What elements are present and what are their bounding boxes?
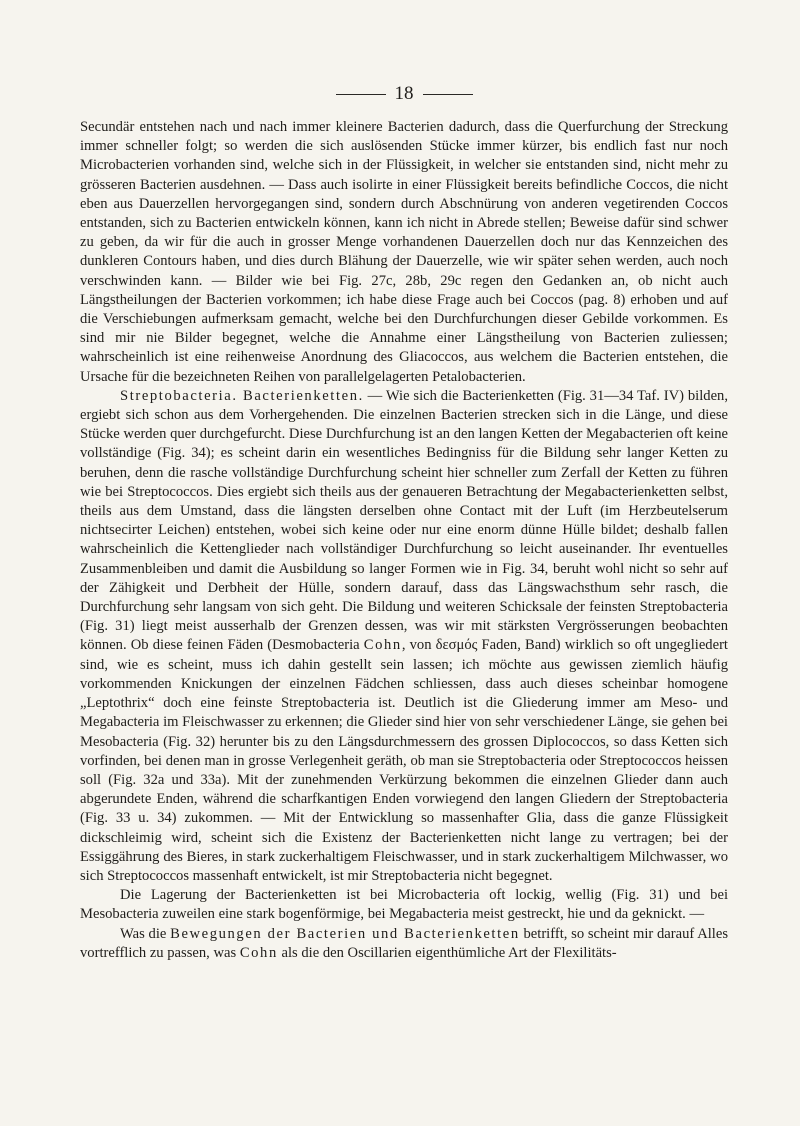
- paragraph-1: [80, 118, 728, 387]
- text-segment: Die Lagerung der Bacterienketten ist bei Microbacteria oft lockig, wellig (Fig. 31) und bei Mesobacteria zuweilen eine stark bogenförmige, bei Megabacteria meist gestreckt, hie und da geknickt. —: [80, 887, 728, 923]
- header-rule-right: [423, 94, 473, 95]
- author-name: Cohn: [239, 944, 278, 961]
- page-number: 18: [394, 83, 414, 104]
- text-segment: — Wie sich die Bacterienketten (Fig. 31—34 Taf. IV) bilden, ergiebt sich schon aus dem Vorhergehenden. Die einzelnen Bacterien strecken sich in die Länge, und diese Stücke werden quer durchgefurcht. Diese Durchfurchung ist an den langen Ketten der Megabacterien oft keine vollständige (Fig. 34); es scheint darin ein wesentliches Bedingniss für die Bildung sehr langer Ketten zu beruhen, denn die rasche vollständige Durchfurchung scheint hier schneller zum Zerfall der Ketten zu führen wie bei Streptococcos. Dies ergiebt sich theils aus der genaueren Betrachtung der Megabacterienketten selbst, theils aus dem Umstand, dass die längsten derselben ohne Contact mit der Luft (im Herzbeutelserum nichtsecirter Leichen) entstehen, wobei sich keine oder nur eine enorm dünne Hülle bildet; deshalb fallen wahrscheinlich die Kettenglieder nach vollständiger Durchfurchung so leicht auseinander. Ihr eventuelles Zusammenbleiben und damit die Ausbildung so langer Formen wie in Fig. 34, beruht wohl nicht so sehr auf der Zähigkeit und Derbheit der Hülle, sondern darauf, dass das Längswachsthum sehr rasch, die Durchfurchung sehr langsam von sich geht. Die Bildung und weiteren Schicksale der feinsten Streptobacteria (Fig. 31) liegt meist ausserhalb der Grenzen dessen, was wir mit stärksten Vergrösserungen beobachten können. Ob diese feinen Fäden (Desmobacteria: [80, 387, 728, 654]
- paragraph-3-lagerung: [80, 886, 728, 924]
- page-header: [80, 80, 728, 108]
- text-segment: als die den Oscillarien eigenthümliche Art der Flexilitäts-: [277, 944, 617, 961]
- body-text: [80, 118, 728, 963]
- section-heading-streptobacteria: Streptobacteria. Bacterienketten.: [120, 387, 364, 404]
- header-rule-left: [336, 94, 386, 95]
- text-segment: Was die: [120, 925, 171, 942]
- emphasis-bewegungen: Bewegungen der Bacterien und Bacterienketten: [170, 925, 520, 942]
- text-segment: betrifft, so scheint mir darauf Alles vortrefflich zu passen, was: [80, 925, 729, 961]
- text-segment: Secundär entstehen nach und nach immer kleinere Bacterien dadurch, dass die Querfurchung der Streckung immer schneller folgt; so werden die sich auslösenden Stücke immer kürzer, bis endlich fast nur noch Microbacterien vorhanden sind, welche sich in der Flüssigkeit, in welcher sie entstanden sind, nicht mehr zu grösseren Bacterien ausdehnen. — Dass auch isolirte in einer Flüssigkeit bereits befindliche Coccos, die nicht eben aus Dauerzellen hervorgegangen sind, sondern durch Abschnürung von anderen vegetirenden Coccos entstanden, sich zu Bacterien entwickeln können, kann ich nicht in Abrede stellen; Beweise dafür sind schwer zu geben, da wir für die auch in grosser Menge vorhandenen Dauerzellen doch nur das Kennzeichen des dunkleren Contours haben, und dies durch Blähung der Dauerzelle, wie wir später sehen werden, auch noch verschwinden kann. — Bilder wie bei Fig. 27c, 28b, 29c regen den Gedanken an, ob nicht auch Längstheilungen der Bacterien vorkommen; ich habe diese Frage auch bei Coccos (pag. 8) erhoben und auf die Verschiebungen aufmerksam gemacht, welche bei den Durchfurchungen dieser Gebilde vorkommen. Es sind mir nie Bilder begegnet, welche die Annahme einer Längstheilung von Bacterien zuliessen; wahrscheinlich ist eine reihenweise Anordnung des Gliacoccos, aus welchem die Bacterien entstehen, die Ursache für die bezeichneten Reihen von parallelgelagerten Petalobacterien.: [80, 119, 728, 385]
- paragraph-4-bewegungen: [80, 925, 728, 963]
- paragraph-2-streptobacteria: [80, 387, 728, 886]
- text-segment: , von δεσμός Faden, Band) wirklich so oft ungegliedert sind, wie es scheint, muss ich dahin gestellt sein lassen; ich möchte aus gewissen ziemlich häufig vorkommenden Knickungen der einzelnen Fädchen schliessen, dass auch dieses scheinbar homogene „Leptothrix“ doch eine feinste Streptobacteria ist. Deutlich ist die Gliederung immer am Meso- und Megabacteria im Fleischwasser zu erkennen; die Glieder sind hier von sehr verschiedener Länge, sie gehen bei Mesobacteria (Fig. 32) herunter bis zu den Längsdurchmessern des grossen Diplococcos, so dass Ketten sich vorfinden, bei denen man in grosse Verlegenheit geräth, ob man sie Streptobacteria oder Streptococcos heissen soll (Fig. 32a und 33a). Mit der zunehmenden Verkürzung bekommen die einzelnen Glieder dann auch abgerundete Enden, während die scharfkantigen Enden vorwiegend den langen Gliedern der Streptobacteria (Fig. 33 u. 34) zukommen. — Mit der Entwicklung so massenhafter Glia, dass die ganze Flüssigkeit dickschleimig wird, scheint sich die Existenz der Bacterienketten nicht lange zu vertragen; bei der Essiggährung des Bieres, in stark zuckerhaltigem Fleischwasser, und in stark zuckerhaltigem Milchwasser, wo sich Streptococcos massenhaft entwickelt, ist mir Streptobacteria nicht begegnet.: [80, 637, 728, 884]
- author-name: Cohn: [363, 637, 402, 654]
